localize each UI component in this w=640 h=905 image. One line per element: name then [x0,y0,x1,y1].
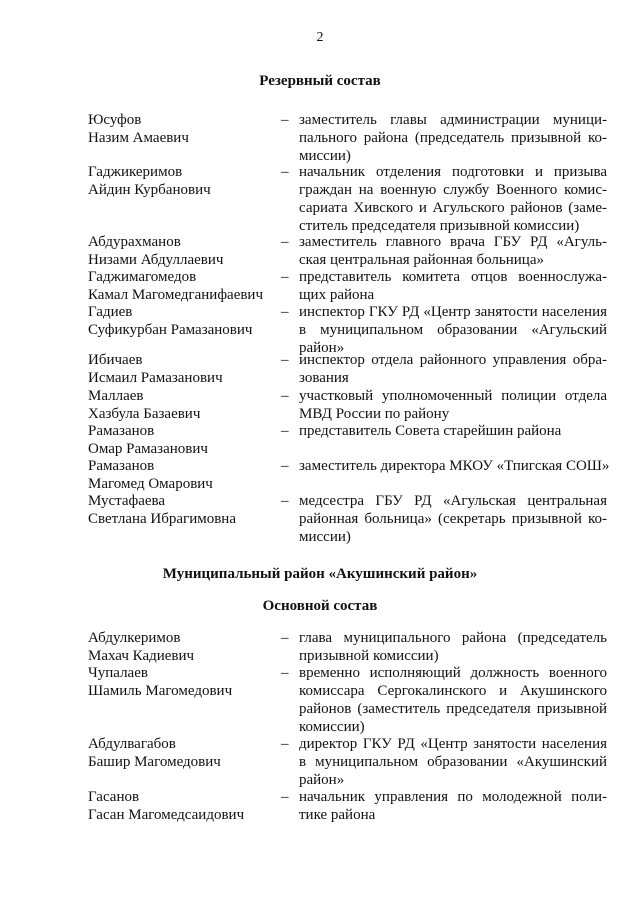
member-role [299,664,607,736]
member-name-line: Гадиев [88,304,133,320]
member-role-line: ститель председателя призывной комиссии) [299,218,580,234]
dash: – [281,665,289,681]
member-name [88,387,278,423]
member-role-line: заместитель главного врача ГБУ РД «Агуль- [299,234,607,250]
member-role-line: районов (заместитель председателя призывной [299,701,607,717]
member-role [299,788,607,824]
member-name-line: Маллаев [88,388,144,404]
member-role-line: медсестра ГБУ РД «Агульская центральная [299,493,607,509]
member-name-line: Чупалаев [88,665,148,681]
section-heading-reserve: Резервный состав [259,73,381,89]
member-role [299,422,607,440]
member-role [299,233,607,269]
member-role-line: заместитель главы администрации муници- [299,112,607,128]
member-name-line: Низами Абдуллаевич [88,252,224,268]
member-name [88,163,278,199]
member-role [299,492,607,546]
member-name [88,422,278,458]
member-role-line: комиссии) [299,719,365,735]
member-name-line: Исмаил Рамазанович [88,370,223,386]
member-role-line: граждан на военную службу Военного комис- [299,182,607,198]
member-role-line: директор ГКУ РД «Центр занятости населения [299,736,607,752]
member-role-line: район» [299,772,345,788]
member-role-line: представитель комитета отцов военнослужа- [299,269,607,285]
dash: – [281,352,289,368]
member-name-line: Хазбула Базаевич [88,406,201,422]
member-role-line: зования [299,370,349,386]
member-name-line: Айдин Курбанович [88,182,211,198]
member-role [299,268,607,304]
member-name-line: Гаджимагомедов [88,269,197,285]
member-role-line: пального района (председатель призывной ко- [299,130,607,146]
member-name [88,111,278,147]
dash: – [281,234,289,250]
dash: – [281,493,289,509]
member-name [88,664,278,700]
member-name-line: Рамазанов [88,423,155,439]
member-role-line: тике района [299,807,376,823]
dash: – [281,388,289,404]
member-role-line: временно исполняющий должность военного [299,665,607,681]
member-role [299,303,607,357]
member-name-line: Назим Амаевич [88,130,189,146]
section-heading-district: Муниципальный район «Акушинский район» [162,566,478,582]
member-role [299,457,610,475]
member-name-line: Ибичаев [88,352,143,368]
member-name-line: Башир Магомедович [88,754,221,770]
dash: – [281,630,289,646]
member-name-line: Мустафаева [88,493,166,509]
member-name [88,233,278,269]
member-role-line: начальник отделения подготовки и призыва [299,164,607,180]
member-name-line: Камал Магомедганифаевич [88,287,264,303]
member-role-line: сариата Хивского и Агульского районов (заме- [299,200,607,216]
dash: – [281,736,289,752]
member-name [88,492,278,528]
member-role-line: миссии) [299,148,351,164]
member-name-line: Махач Кадиевич [88,648,195,664]
member-name [88,303,278,339]
member-name-line: Светлана Ибрагимовна [88,511,236,527]
member-name [88,351,278,387]
member-name-line: Абдулкеримов [88,630,181,646]
member-role-line: представитель Совета старейшин района [299,423,562,439]
member-name-line: Шамиль Магомедович [88,683,233,699]
member-role-line: инспектор отдела районного управления обра- [299,352,607,368]
member-role-line: ская центральная районная больница» [299,252,544,268]
dash: – [281,164,289,180]
member-name-line: Рамазанов [88,458,155,474]
member-role-line: районная больница» (секретарь призывной ко- [299,511,607,527]
member-name-line: Абдурахманов [88,234,181,250]
member-role [299,387,607,423]
member-name-line: Абдулвагабов [88,736,176,752]
member-role-line: инспектор ГКУ РД «Центр занятости населения [299,304,607,320]
dash: – [281,112,289,128]
member-name-line: Гасанов [88,789,140,805]
member-role [299,351,607,387]
section-heading-main: Основной состав [262,598,378,614]
member-name-line: Гаджикеримов [88,164,183,180]
member-role [299,163,607,235]
member-name [88,457,278,493]
dash: – [281,458,289,474]
member-name [88,788,278,824]
member-name-line: Юсуфов [88,112,142,128]
member-role-line: щих района [299,287,375,303]
member-role-line: заместитель директора МКОУ «Тпигская СОШ» [299,458,610,474]
dash: – [281,304,289,320]
member-role-line: начальник управления по молодежной поли- [299,789,607,805]
member-role [299,629,607,665]
member-name [88,735,278,771]
member-name-line: Магомед Омарович [88,476,213,492]
member-name-line: Гасан Магомедсаидович [88,807,245,823]
member-role-line: район» [299,340,345,356]
dash: – [281,789,289,805]
page-number: 2 [316,30,324,45]
member-role-line: в муниципальном образовании «Акушинский [299,754,607,770]
dash: – [281,423,289,439]
member-role-line: миссии) [299,529,351,545]
member-role-line: комиссара Сергокалинского и Акушинского [299,683,607,699]
member-name-line: Омар Рамазанович [88,441,208,457]
member-name [88,629,278,665]
member-role-line: глава муниципального района (председатель [299,630,607,646]
dash: – [281,269,289,285]
member-role-line: в муниципальном образовании «Агульский [299,322,607,338]
member-role-line: МВД России по району [299,406,450,422]
member-role-line: призывной комиссии) [299,648,439,664]
member-role-line: участковый уполномоченный полиции отдела [299,388,607,404]
member-name [88,268,278,304]
member-role [299,735,607,789]
member-name-line: Суфикурбан Рамазанович [88,322,253,338]
member-role [299,111,607,165]
